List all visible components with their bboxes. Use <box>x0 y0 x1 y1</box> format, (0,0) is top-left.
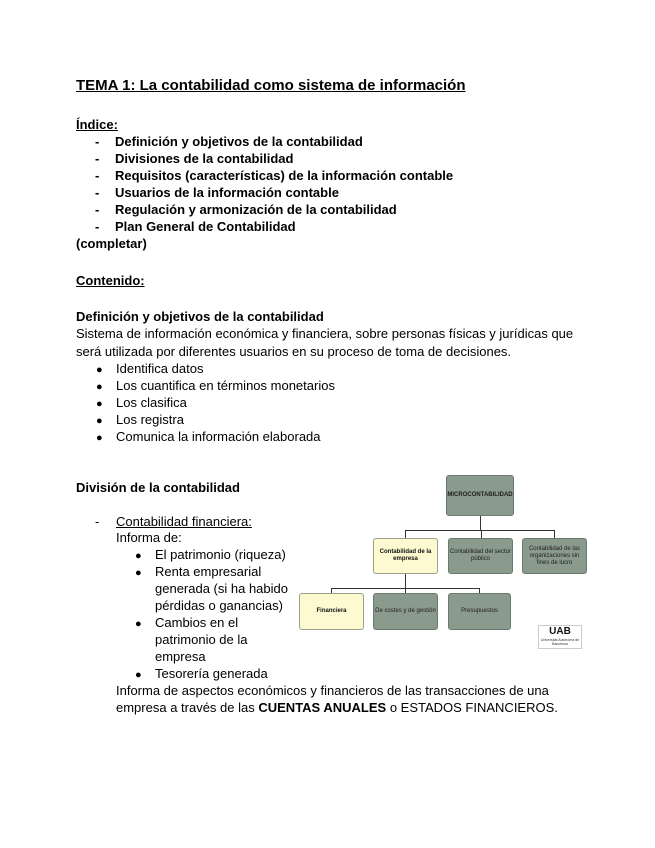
definition-heading: Definición y objetivos de la contabilidad <box>76 309 324 324</box>
list-item-cont: patrimonio de la <box>155 632 248 647</box>
division-heading: División de la contabilidad <box>76 480 240 495</box>
node-sector-publico: Contabilidad del sector público <box>448 538 513 574</box>
connector <box>405 574 406 588</box>
connector <box>481 530 482 538</box>
list-item-cont: pérdidas o ganancias) <box>155 598 283 613</box>
dash-marker: - <box>95 514 100 529</box>
list-item: ● Comunica la información elaborada <box>96 429 321 444</box>
list-item: ● Identifica datos <box>96 361 204 376</box>
node-no-lucrativas: Contabilidad de las organizaciones sin fines de lucro <box>522 538 587 574</box>
list-item: ● Renta empresarial <box>135 564 262 579</box>
definition-text: será utilizada por diferentes usuarios en su proceso de toma de decisiones. <box>76 344 512 359</box>
index-item: - Regulación y armonización de la contabilidad <box>95 202 397 217</box>
index-item: - Usuarios de la información contable <box>95 185 339 200</box>
index-item: - Divisiones de la contabilidad <box>95 151 294 166</box>
list-item: ● El patrimonio (riqueza) <box>135 547 286 562</box>
connector <box>405 530 406 538</box>
index-item: - Plan General de Contabilidad <box>95 219 296 234</box>
node-microcontabilidad: MICROCONTABILIDAD <box>446 475 514 516</box>
closing-text: empresa a través de las CUENTAS ANUALES o ESTADOS FINANCIEROS. <box>116 700 558 715</box>
node-financiera: Financiera <box>299 593 364 630</box>
node-empresa: Contabilidad de la empresa <box>373 538 438 574</box>
sub-heading: Contabilidad financiera: <box>116 514 252 529</box>
list-item: ● Los registra <box>96 412 184 427</box>
index-item: - Definición y objetivos de la contabilidad <box>95 134 363 149</box>
list-item: ● Tesorería generada <box>135 666 268 681</box>
logo-name: UAB <box>549 626 571 637</box>
list-item: ● Los clasifica <box>96 395 187 410</box>
logo-subtitle: Universitat Autònoma de Barcelona <box>540 638 580 646</box>
list-item-cont: empresa <box>155 649 206 664</box>
index-item: - Requisitos (características) de la información contable <box>95 168 454 183</box>
list-item: ● Cambios en el <box>135 615 239 630</box>
node-presupuestos: Presupuestos <box>448 593 511 630</box>
page-title: TEMA 1: La contabilidad como sistema de información <box>76 77 466 94</box>
uab-logo <box>538 625 582 649</box>
definition-text: Sistema de información económica y financiera, sobre personas físicas y jurídicas que <box>76 326 574 341</box>
list-item: ● Los cuantifica en términos monetarios <box>96 378 335 393</box>
connector <box>554 530 555 538</box>
node-costes: De costes y de gestión <box>373 593 438 630</box>
index-note: (completar) <box>76 236 147 251</box>
index-heading: Índice: <box>76 117 118 132</box>
closing-text: Informa de aspectos económicos y financieros de las transacciones de una <box>116 683 549 698</box>
connector <box>480 516 481 530</box>
connector <box>405 530 555 531</box>
content-heading: Contenido: <box>76 273 145 288</box>
informa-de: Informa de: <box>116 530 182 545</box>
list-item-cont: generada (si ha habido <box>155 581 288 596</box>
